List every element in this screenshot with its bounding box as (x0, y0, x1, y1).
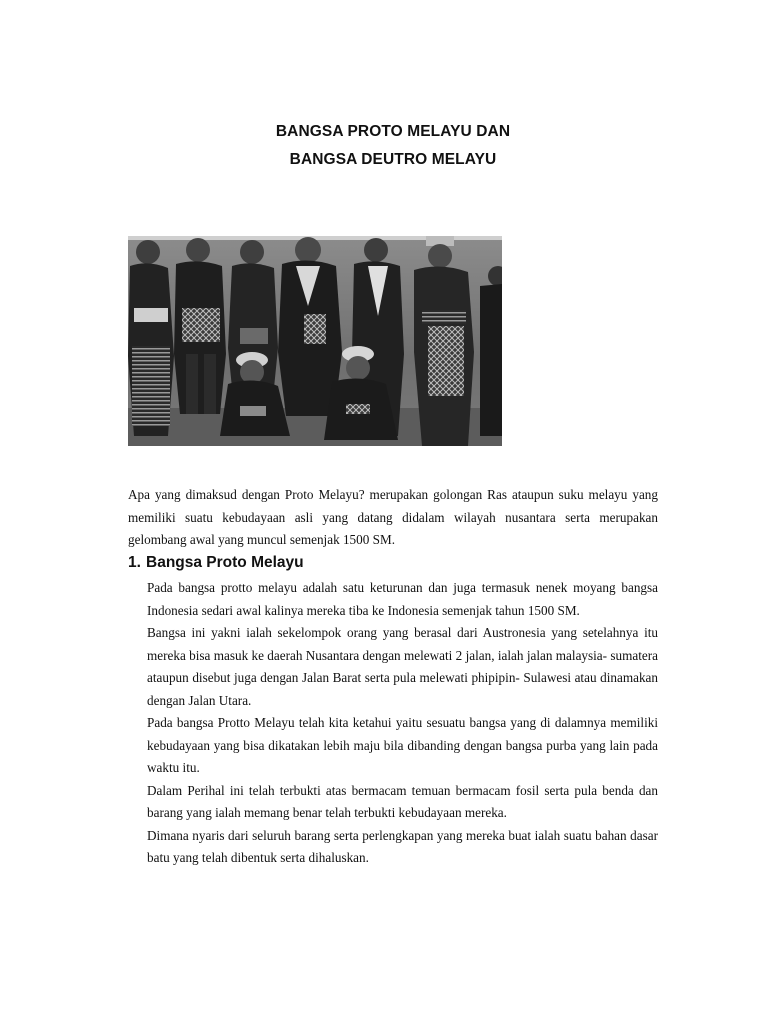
section-title: Bangsa Proto Melayu (146, 554, 304, 571)
title-line-2: BANGSA DEUTRO MELAYU (289, 151, 497, 168)
paragraph: Dalam Perihal ini telah terbukti atas bermacam temuan bermacam fosil serta pula benda dan barang yang ialah memang benar telah terbukti kebudayaan mereka. (147, 782, 658, 820)
photo-illustration (128, 236, 502, 446)
intro-paragraph: Apa yang dimaksud dengan Proto Melayu? merupakan golongan Ras ataupun suku melayu yang memiliki suatu kebudayaan asli yang datang didalam wilayah nusantara serta merupakan gelombang awal yang muncul semenjak 1500 SM. (128, 487, 658, 547)
paragraph: Pada bangsa protto melayu adalah satu keturunan dan juga termasuk nenek moyang bangsa Indonesia sedari awal kalinya mereka tiba ke Indonesia semenjak tahun 1500 SM. (147, 580, 658, 618)
paragraph: Dimana nyaris dari seluruh barang serta perlengkapan yang mereka buat ialah suatu bahan dasar batu yang telah dibentuk serta dihaluskan. (147, 827, 658, 865)
title-line-1: BANGSA PROTO MELAYU DAN (275, 123, 511, 140)
figure-7 (480, 266, 502, 436)
historical-group-photo (128, 236, 502, 446)
section-number: 1. (128, 554, 141, 571)
paragraph: Bangsa ini yakni ialah sekelompok orang yang berasal dari Austronesia yang setelahnya itu mereka bisa masuk ke daerah Nusantara dengan melewati 2 jalan, ialah jalan malaysia- sumatera ataupun disebut juga dengan Jalan Barat serta pula melewati phipipin- Sulawesi atau dinamakan dengan Jalan Utara. (147, 625, 658, 708)
figure-1 (128, 240, 174, 436)
paragraph: Pada bangsa Protto Melayu telah kita ketahui yaitu sesuatu bangsa yang di dalamnya memiliki kebudayaan yang bisa dikatakan lebih maju bila dibanding dengan bangsa purba yang lain pada waktu itu. (147, 715, 658, 775)
section-body (147, 577, 658, 870)
section-heading (128, 552, 304, 574)
